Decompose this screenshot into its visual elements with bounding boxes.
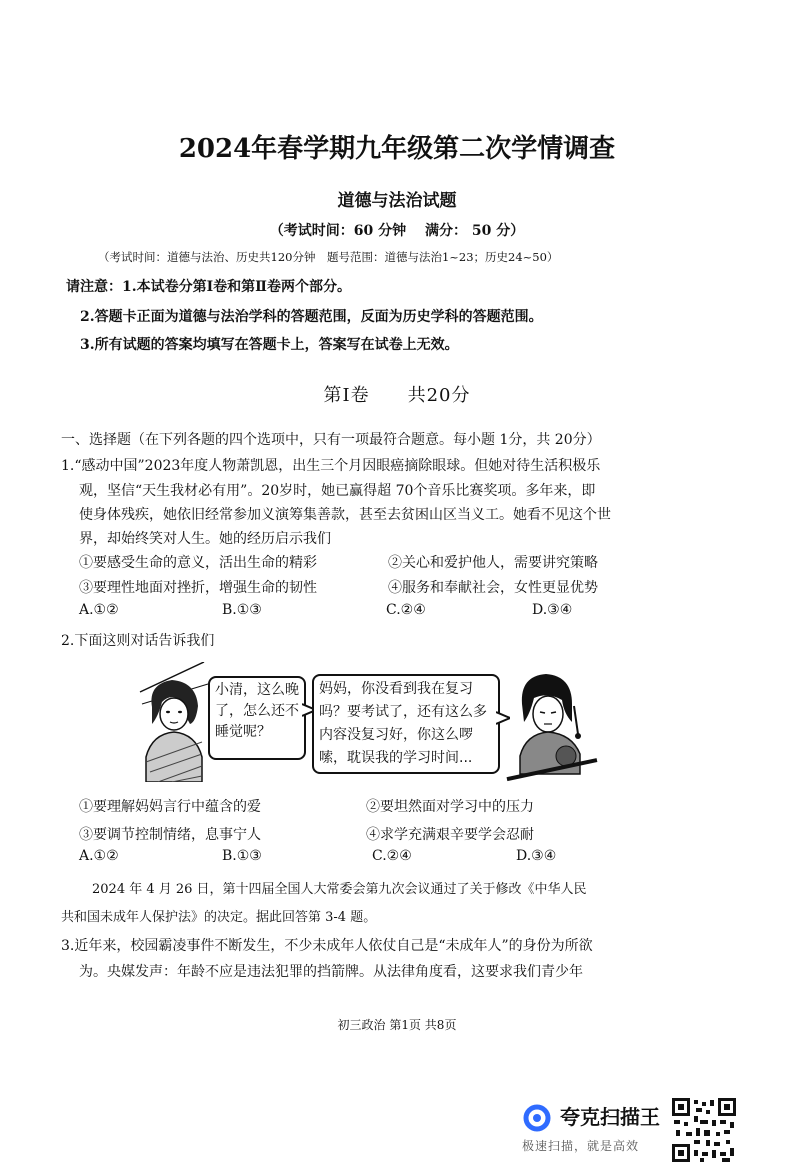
q1-option-2: ②关心和爱护他人，需要讲究策略 [388, 555, 598, 571]
q2-choice-a: A.①② [79, 848, 119, 864]
notice-line-3: 3.所有试题的答案均填写在答题卡上，答案写在试卷上无效。 [80, 337, 459, 353]
q2-choice-b: B.①③ [222, 848, 262, 864]
q2-comic [132, 662, 602, 782]
bubble-left-line-2: 了，怎么还不 [215, 703, 299, 719]
bubble-right-line-1: 妈妈，你没看到我在复习 [319, 681, 473, 697]
qr-code [672, 1098, 736, 1162]
part-title: 一、选择题（在下列各题的四个选项中，只有一项最符合题意。每小题 1分，共 20分） [61, 432, 601, 448]
section-heading: 第Ⅰ卷 共20分 [323, 385, 471, 406]
q1-choice-c: C.②④ [386, 602, 426, 618]
exam-info: （考试时间：60 分钟 满分： 50 分） [269, 223, 525, 239]
scanner-brand-slogan: 极速扫描，就是高效 [522, 1139, 640, 1153]
q1-line-1: 1.“感动中国”2023年度人物萧凯恩，出生三个月因眼癌摘除眼球。但她对待生活积极乐 [61, 458, 601, 474]
q3-line-2: 为。央媒发声：年龄不应是违法犯罪的挡箭牌。从法律角度看，这要求我们青少年 [79, 964, 583, 980]
q2-choice-d: D.③④ [516, 848, 557, 864]
q2-option-4: ④求学充满艰辛要学会忍耐 [366, 827, 534, 843]
mother-figure [132, 662, 212, 782]
page-subtitle: 道德与法治试题 [337, 191, 457, 211]
q1-choice-a: A.①② [79, 602, 119, 618]
q1-option-3: ③要理性地面对挫折，增强生命的韧性 [79, 580, 317, 596]
q1-choice-d: D.③④ [532, 602, 573, 618]
q1-option-1: ①要感受生命的意义，活出生命的精彩 [79, 555, 317, 571]
scanner-logo-icon [522, 1103, 552, 1133]
q2-stem: 2.下面这则对话告诉我们 [61, 633, 215, 649]
scanner-brand-name: 夸克扫描王 [560, 1105, 660, 1129]
q1-line-4: 界，却始终笑对人生。她的经历启示我们 [79, 531, 331, 547]
q1-option-4: ④服务和奉献社会，女性更显优势 [388, 580, 598, 596]
exam-note: （考试时间：道德与法治、历史共120分钟 题号范围：道德与法治1~23；历史24~50） [98, 250, 559, 264]
bubble-right-line-2: 吗？要考试了，还有这么多 [319, 704, 487, 720]
bubble-left-line-1: 小清，这么晚 [215, 682, 299, 698]
q1-line-3: 使身体残疾，她依旧经常参加义演筹集善款，甚至去贫困山区当义工。她看不见这个世 [79, 507, 611, 523]
page-number: 初三政治 第1页 共8页 [337, 1018, 457, 1032]
passage-line-2: 共和国未成年人保护法》的决定。据此回答第 3-4 题。 [61, 910, 377, 925]
q2-choice-c: C.②④ [372, 848, 412, 864]
q2-option-2: ②要坦然面对学习中的压力 [366, 799, 534, 815]
bubble-right [312, 674, 500, 774]
q1-line-2: 观，坚信“天生我材必有用”。20岁时，她已赢得超 70个音乐比赛奖项。多年来，即 [79, 483, 596, 499]
bubble-left [208, 676, 306, 760]
q2-option-3: ③要调节控制情绪，息事宁人 [79, 827, 261, 843]
bubble-right-line-3: 内容没复习好，你这么啰 [319, 727, 473, 743]
notice-line-1: 请注意：1.本试卷分第Ⅰ卷和第Ⅱ卷两个部分。 [66, 279, 351, 295]
q2-option-1: ①要理解妈妈言行中蕴含的爱 [79, 799, 261, 815]
q1-choice-b: B.①③ [222, 602, 262, 618]
bubble-left-line-3: 睡觉呢？ [215, 724, 271, 740]
daughter-figure [500, 664, 600, 782]
page-title: 2024年春学期九年级第二次学情调查 [178, 134, 616, 164]
q3-line-1: 3.近年来，校园霸凌事件不断发生，不少未成年人依仗自己是“未成年人”的身份为所欲 [61, 938, 593, 954]
bubble-right-line-4: 嗦，耽误我的学习时间... [319, 750, 473, 766]
notice-line-2: 2.答题卡正面为道德与法治学科的答题范围，反面为历史学科的答题范围。 [80, 309, 543, 325]
passage-line-1: 2024 年 4 月 26 日，第十四届全国人大常委会第九次会议通过了关于修改《中华人民 [92, 882, 587, 897]
